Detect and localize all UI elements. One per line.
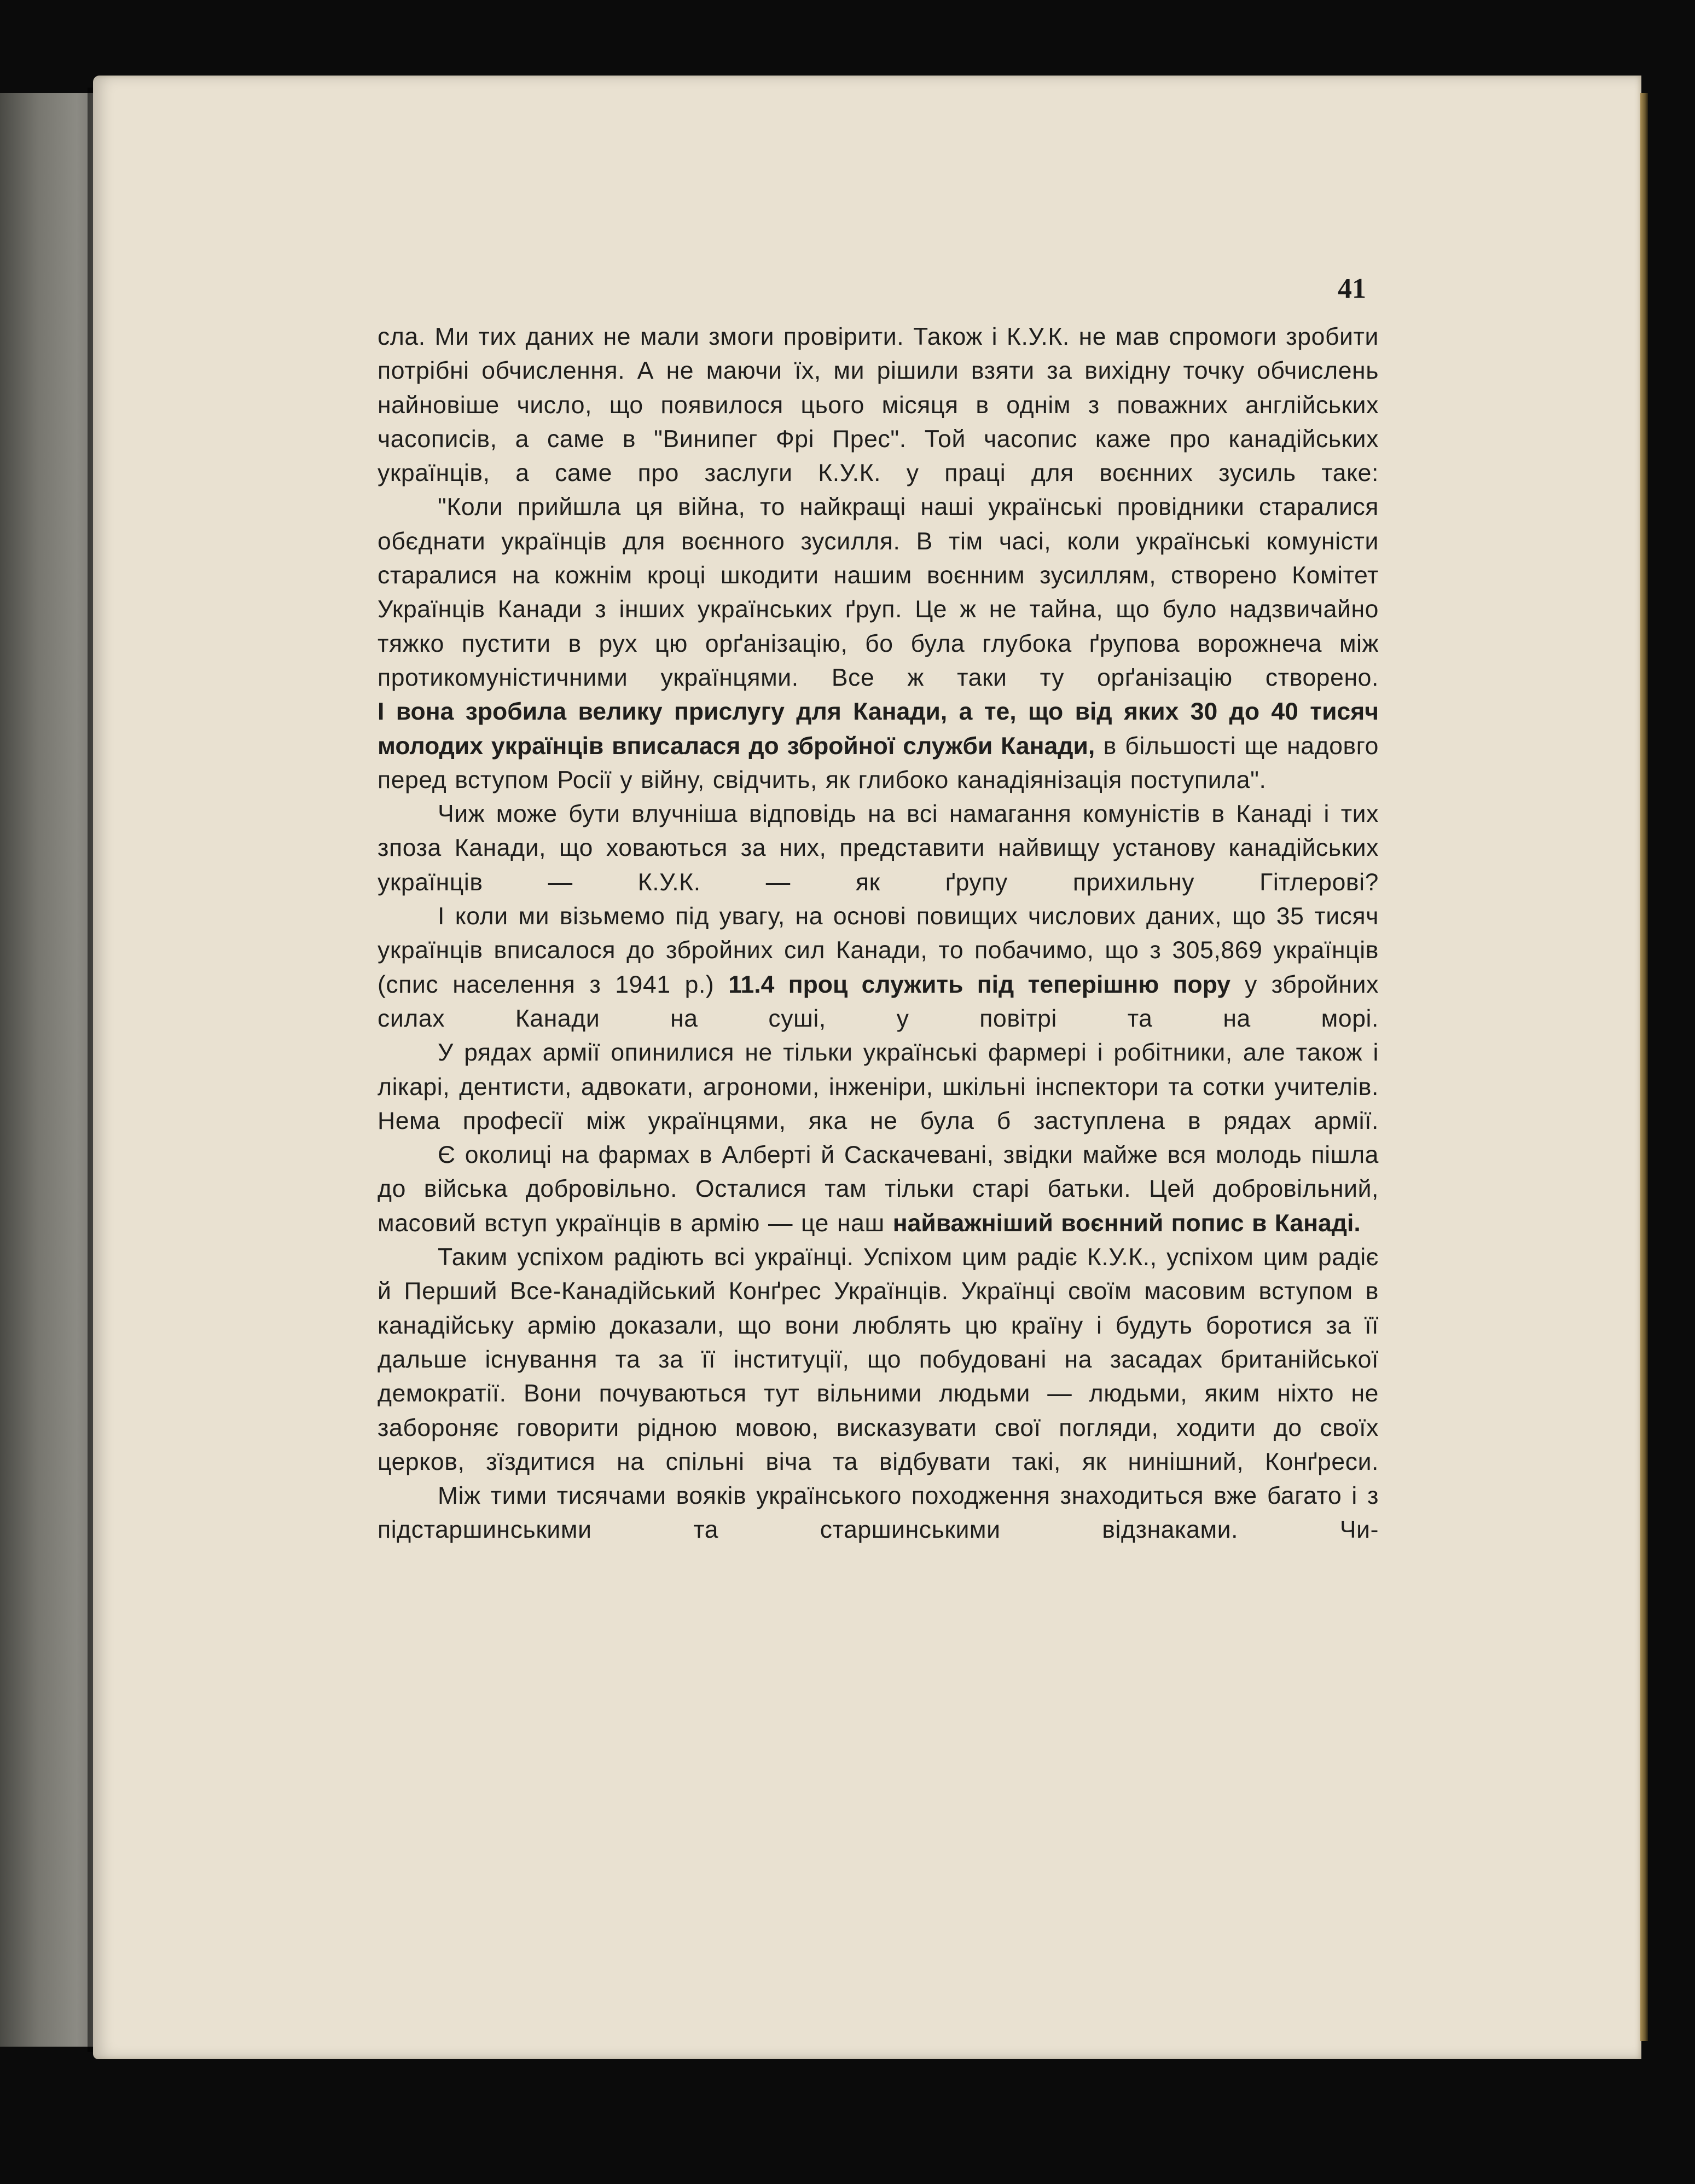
text-segment: Між тими тисячами вояків українського походження знаходиться вже багато і з підстаршинськими та старшинськими відзнаками. Чи- — [378, 1482, 1379, 1544]
text-segment: І коли ми візьмемо під увагу, на основі повищих числових даних, що 35 тисяч українців вписалося до збройних сил Канади, то побачимо, що з 305,869 українців (спис населення з 1941 р.) — [378, 903, 1379, 998]
bold-text-segment: І вона зробила велику прислугу для Канади, а те, що від яких 30 до 40 тисяч молодих українців вписалася до збройної служби Канади, — [378, 698, 1379, 760]
paragraph — [378, 1036, 1379, 1138]
paragraph — [378, 320, 1379, 490]
page-number: 41 — [1338, 273, 1366, 304]
text-segment: "Коли прийшла ця війна, то найкращі наші українські провідники старалися обєднати українців для воєнного зусилля. В тім часі, коли українські комуністи старалися на кожнім кроці шкодити нашим воєнним зусиллям, створено Комітет Українців Канади з інших українських ґруп. Це ж не тайна, що було надзвичайно тяжко пустити в рух цю орґанізацію, бо була глубока ґрупова ворожнеча між протикомуністичними українцями. Все ж таки ту орґанізацію створено. — [378, 494, 1379, 691]
paragraph — [378, 900, 1379, 1036]
text-segment: Є околиці на фармах в Алберті й Саскачевані, звідки майже вся молодь пішла до війська добровільно. Осталися там тільки старі батьки. Цей добровільний, масовий вступ українців в армію — це наш — [378, 1142, 1379, 1237]
paragraph — [378, 1138, 1379, 1241]
page-stack-edge — [1640, 93, 1648, 2041]
bold-text-segment: найважніший воєнний попис в Канаді. — [892, 1209, 1361, 1237]
paragraph — [378, 1241, 1379, 1479]
text-segment: Чиж може бути влучніша відповідь на всі намагання комуністів в Канаді і тих зпоза Канади, що ховаються за них, представити найвищу установу канадійських українців — К.У.К. — як ґрупу прихильну Гітлерові? — [378, 801, 1379, 896]
text-segment: у збройних силах Канади на суші, у повітрі та на морі. — [378, 971, 1379, 1032]
bold-text-segment: 11.4 проц служить під теперішню пору — [728, 971, 1231, 998]
paragraph — [378, 797, 1379, 900]
text-segment: сла. Ми тих даних не мали змоги провірити. Також і К.У.К. не мав спромоги зробити потрібні обчислення. А не маючи їх, ми рішили взяти за вихідну точку обчислень найновіше число, що появилося цього місяця в однім з поважних англійських часописів, а саме в "Винипег Фрі Прес". Той часопис каже про канадійських українців, а саме про заслуги К.У.К. у праці для воєнних зусиль таке: — [378, 323, 1379, 487]
text-segment: У рядах армії опинилися не тільки українські фармері і робітники, але також і лікарі, дентисти, адвокати, агрономи, інженіри, шкільні інспектори та сотки учителів. Нема професії між українцями, яка не була б заступлена в рядах армії. — [378, 1039, 1379, 1134]
paragraph — [378, 1479, 1379, 1548]
text-segment: Таким успіхом радіють всі українці. Успіхом цим радіє К.У.К., успіхом цим радіє й Перший Все-Канадійський Конґрес Українців. Українці своїм масовим вступом в канадійську армію доказали, що вони люблять цю країну і будуть боротися за її дальше існування та за її інституції, що побудовані на засадах британійської демократії. Вони почуваються тут вільними людьми — людьми, яким ніхто не забороняє говорити рідною мовою, висказувати свої погляди, ходити до своїх церков, зїздитися на спільні віча та відбувати такі, як нинішний, Конґреси. — [378, 1244, 1379, 1475]
body-text — [378, 320, 1379, 1548]
paragraph-quote-bold — [378, 695, 1379, 797]
paragraph-quote — [378, 490, 1379, 695]
text-segment: в більшості ще надовго перед вступом Росії у війну, свідчить, як глибоко канадіянізація поступила". — [378, 732, 1379, 793]
